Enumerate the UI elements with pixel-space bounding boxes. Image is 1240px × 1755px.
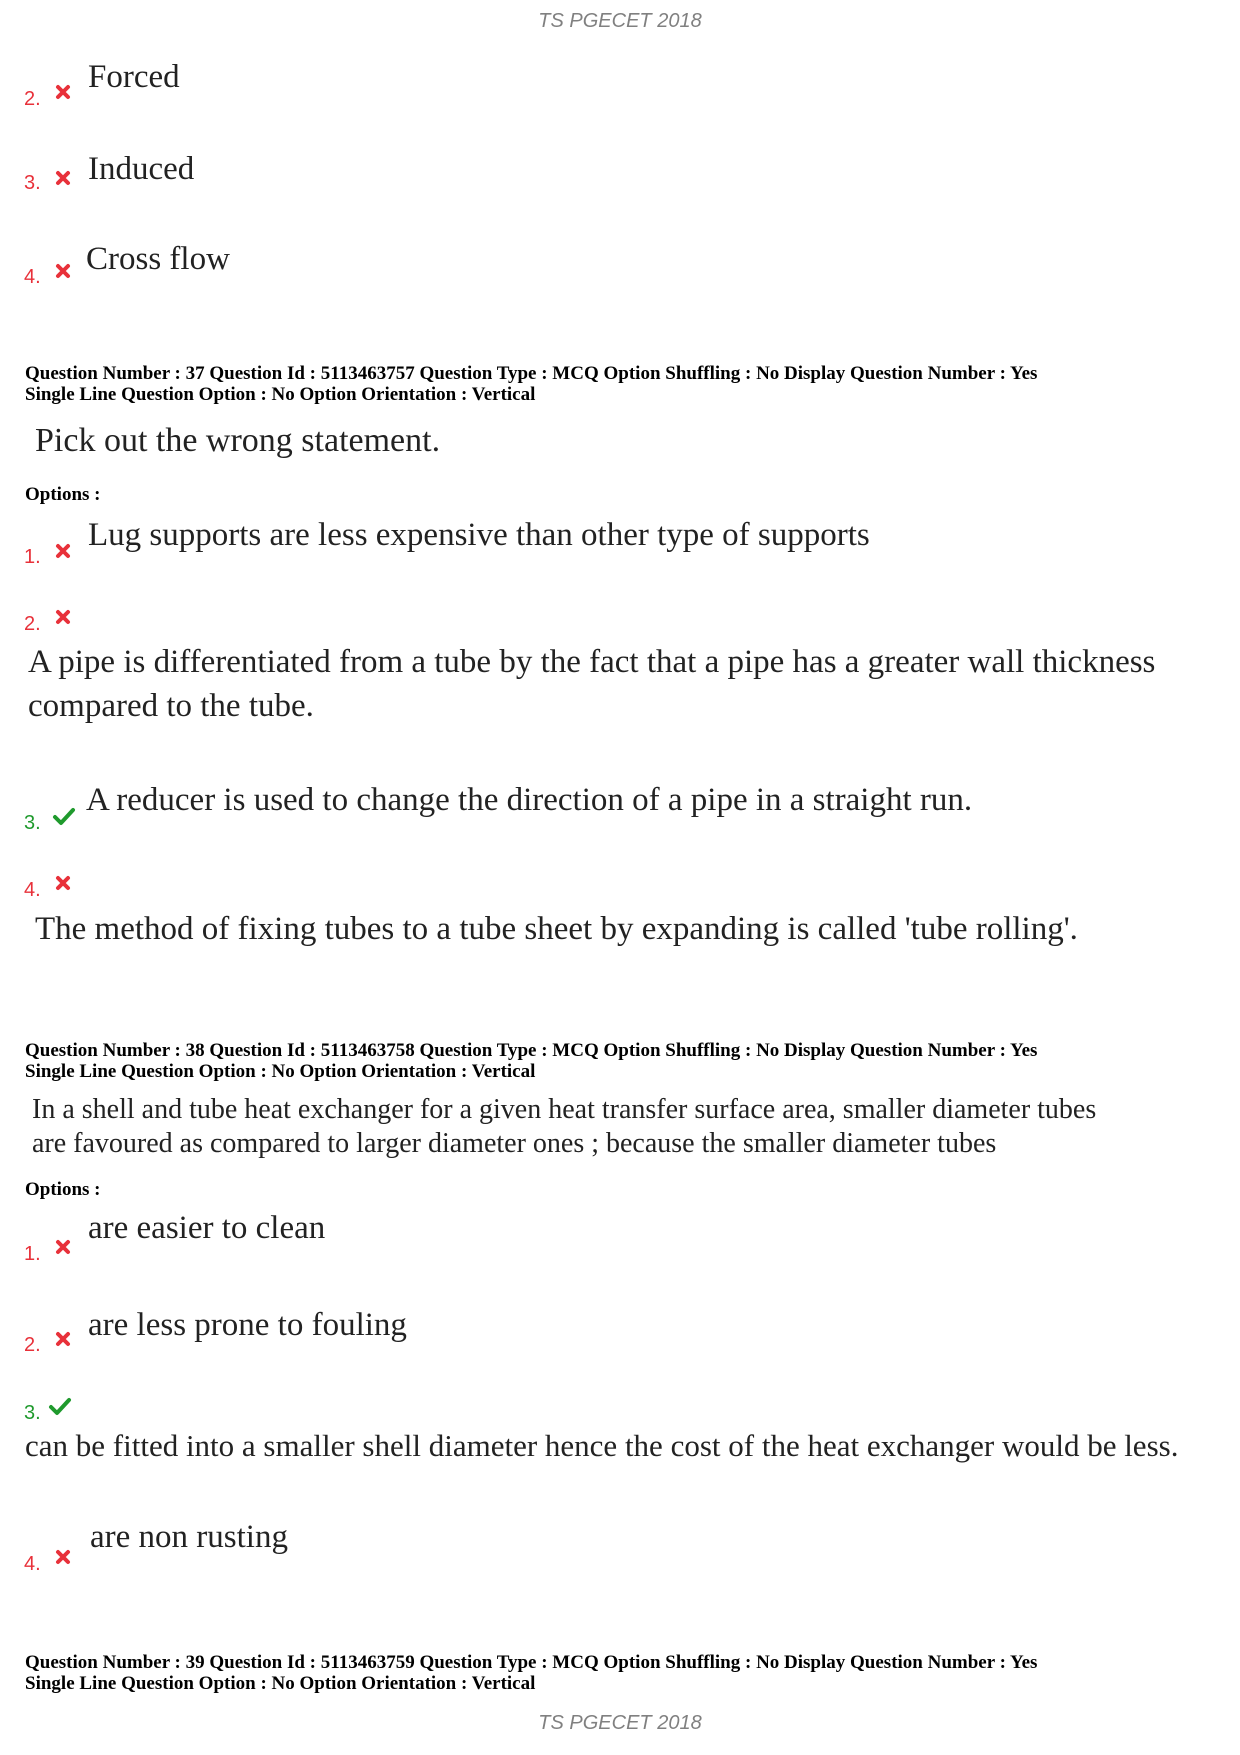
cross-icon: [55, 609, 71, 625]
option-text: are non rusting: [90, 1519, 288, 1555]
option-text: Lug supports are less expensive than other type of supports: [88, 517, 870, 553]
option-text: are easier to clean: [88, 1210, 326, 1246]
question-text: In a shell and tube heat exchanger for a given heat transfer surface area, smaller diameter tubes: [32, 1094, 1097, 1125]
options-label: Options :: [25, 1179, 101, 1200]
option-text: A pipe is differentiated from a tube by the fact that a pipe has a greater wall thickness compared to the tube.: [28, 644, 1156, 724]
option-text: Induced: [88, 151, 195, 187]
question-meta: Single Line Question Option : No Option Orientation : Vertical: [25, 1061, 536, 1082]
question-meta: Question Number : 37 Question Id : 5113463757 Question Type : MCQ Option Shuffling : No Display Question Number : Yes: [25, 363, 1038, 384]
cross-icon: [55, 263, 71, 279]
option-text: Forced: [88, 59, 180, 95]
cross-icon: [55, 875, 71, 891]
options-label: Options :: [25, 484, 101, 505]
option-number: 3.: [24, 1402, 41, 1424]
option-number: 3.: [24, 812, 41, 834]
option-number: 1.: [24, 1243, 41, 1265]
option-number: 2.: [24, 613, 41, 635]
option-text: are less prone to fouling: [88, 1307, 407, 1343]
cross-icon: [55, 170, 71, 186]
question-meta: Question Number : 38 Question Id : 5113463758 Question Type : MCQ Option Shuffling : No Display Question Number : Yes: [25, 1040, 1038, 1061]
cross-icon: [55, 543, 71, 559]
cross-icon: [55, 1331, 71, 1347]
page-header: TS PGECET 2018: [538, 10, 702, 32]
question-text: are favoured as compared to larger diameter ones ; because the smaller diameter tubes: [32, 1128, 997, 1159]
option-number: 3.: [24, 172, 41, 194]
checkmark-icon: [48, 1396, 72, 1416]
option-text: can be fitted into a smaller shell diameter hence the cost of the heat exchanger would be less.: [25, 1428, 1179, 1463]
option-number: 4.: [24, 1553, 41, 1575]
question-text: Pick out the wrong statement.: [35, 422, 441, 459]
cross-icon: [55, 1549, 71, 1565]
option-text: The method of fixing tubes to a tube sheet by expanding is called 'tube rolling'.: [35, 911, 1078, 947]
question-meta: Single Line Question Option : No Option Orientation : Vertical: [25, 1673, 536, 1694]
option-text: A reducer is used to change the direction of a pipe in a straight run.: [86, 782, 973, 818]
page-footer: TS PGECET 2018: [538, 1712, 702, 1734]
question-meta: Single Line Question Option : No Option Orientation : Vertical: [25, 384, 536, 405]
cross-icon: [55, 1239, 71, 1255]
option-number: 4.: [24, 266, 41, 288]
option-number: 4.: [24, 879, 41, 901]
checkmark-icon: [52, 806, 76, 826]
option-number: 2.: [24, 88, 41, 110]
question-meta: Question Number : 39 Question Id : 5113463759 Question Type : MCQ Option Shuffling : No Display Question Number : Yes: [25, 1652, 1038, 1673]
option-text: Cross flow: [86, 241, 230, 277]
cross-icon: [55, 84, 71, 100]
option-number: 2.: [24, 1334, 41, 1356]
option-number: 1.: [24, 546, 41, 568]
